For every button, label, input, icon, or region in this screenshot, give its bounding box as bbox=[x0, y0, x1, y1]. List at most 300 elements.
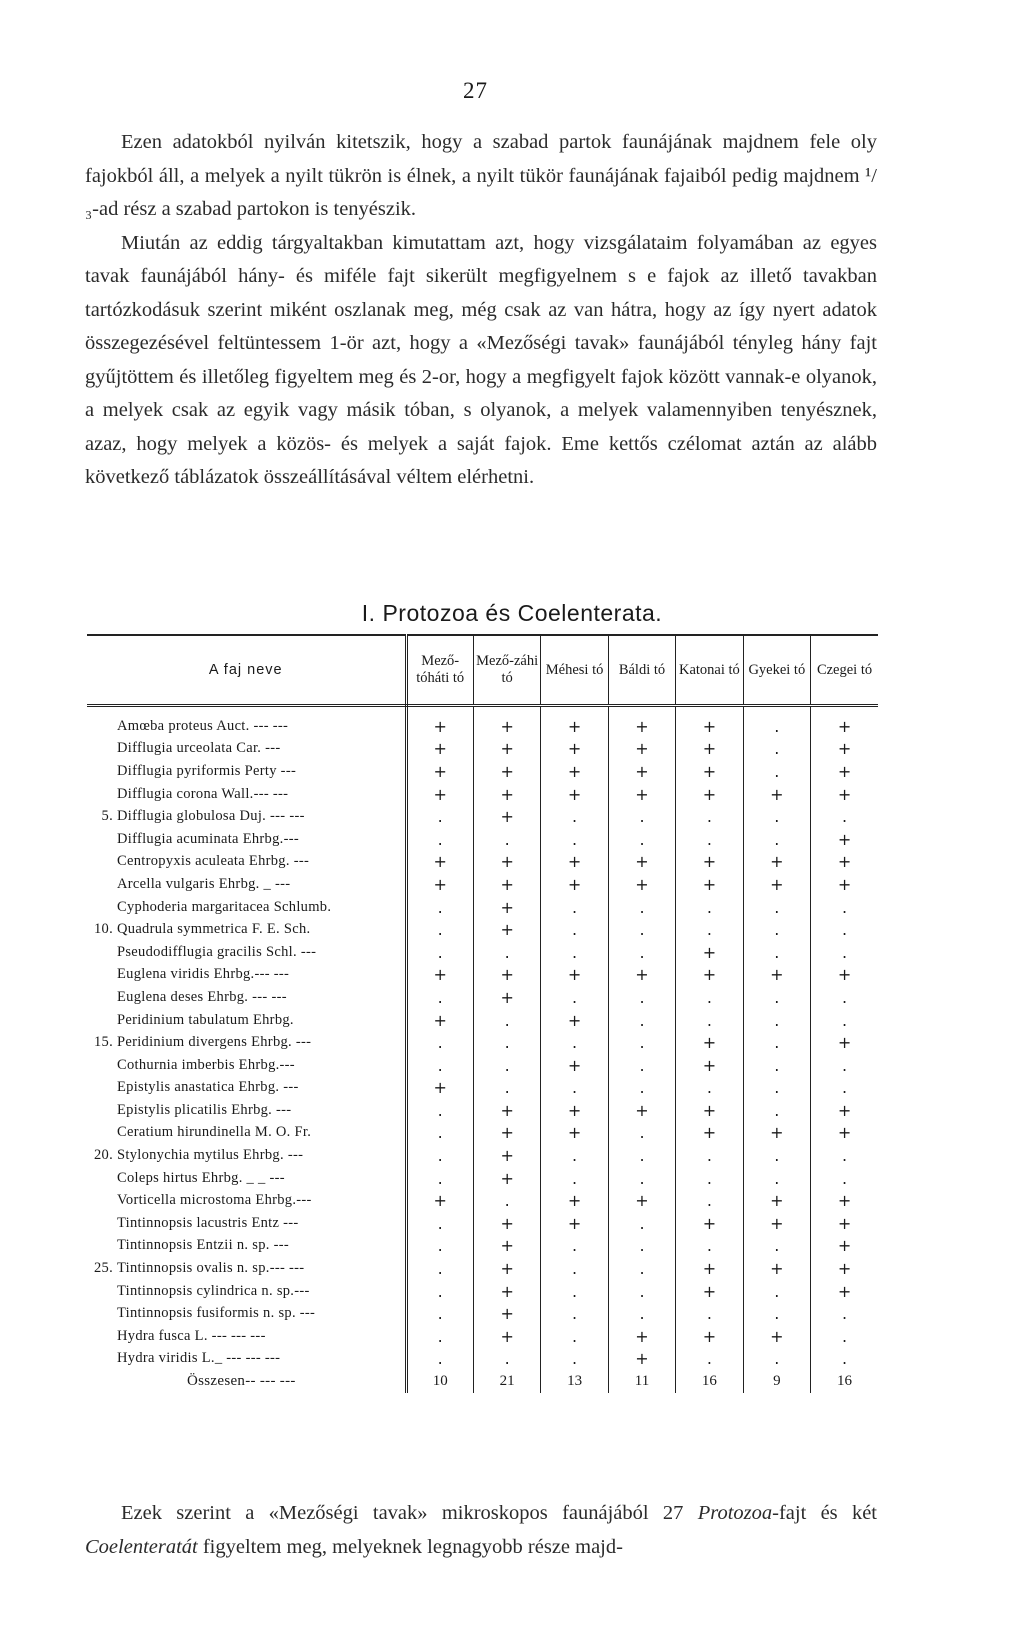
presence-mark: . bbox=[841, 1078, 848, 1098]
presence-mark: + bbox=[406, 760, 473, 783]
presence-mark: . bbox=[541, 1348, 608, 1371]
table-row bbox=[87, 1302, 878, 1325]
closing-paragraph bbox=[85, 1497, 877, 1564]
presence-mark: . bbox=[541, 918, 608, 941]
presence-mark: . bbox=[406, 1144, 473, 1167]
presence-mark: . bbox=[743, 1031, 810, 1054]
species-name: Tintinnopsis cylindrica n. sp.--- bbox=[117, 1282, 310, 1299]
presence-mark: . bbox=[473, 1054, 540, 1077]
presence-mark: . bbox=[541, 941, 608, 964]
presence-mark: . bbox=[743, 986, 810, 1009]
species-name-cell bbox=[87, 760, 406, 783]
presence-mark: . bbox=[841, 807, 848, 827]
presence-mark: . bbox=[406, 1235, 473, 1258]
presence-mark: + bbox=[743, 1212, 810, 1235]
presence-mark: . bbox=[743, 1009, 810, 1032]
species-name-cell bbox=[87, 896, 406, 919]
presence-mark: + bbox=[837, 1191, 852, 1211]
presence-mark: + bbox=[676, 1325, 743, 1348]
presence-mark: + bbox=[541, 738, 608, 761]
table-row bbox=[87, 1054, 878, 1077]
presence-mark: + bbox=[608, 851, 675, 874]
presence-mark: + bbox=[406, 964, 473, 987]
presence-mark: . bbox=[676, 828, 743, 851]
species-name: Difflugia urceolata Car. --- bbox=[117, 740, 281, 757]
species-name-cell bbox=[87, 1348, 406, 1371]
presence-mark: . bbox=[608, 1167, 675, 1190]
total-value: 9 bbox=[743, 1370, 810, 1393]
presence-mark: + bbox=[837, 716, 852, 736]
species-name-cell bbox=[87, 851, 406, 874]
presence-mark: . bbox=[743, 1099, 810, 1122]
presence-mark: + bbox=[608, 964, 675, 987]
presence-mark: + bbox=[473, 1325, 540, 1348]
presence-mark: + bbox=[676, 1054, 743, 1077]
presence-mark: + bbox=[473, 873, 540, 896]
presence-mark: . bbox=[541, 1031, 608, 1054]
species-name-cell bbox=[87, 1302, 406, 1325]
presence-mark: + bbox=[743, 1325, 810, 1348]
presence-mark: . bbox=[541, 805, 608, 828]
species-name: Epistylis plicatilis Ehrbg. --- bbox=[117, 1101, 292, 1118]
species-name-cell bbox=[87, 1054, 406, 1077]
presence-mark: . bbox=[473, 828, 540, 851]
presence-mark: + bbox=[473, 1144, 540, 1167]
presence-mark: + bbox=[473, 1280, 540, 1303]
presence-mark: + bbox=[837, 1236, 852, 1256]
presence-mark: . bbox=[608, 1077, 675, 1100]
presence-mark: . bbox=[841, 942, 848, 962]
presence-mark: + bbox=[676, 964, 743, 987]
presence-mark: + bbox=[473, 1235, 540, 1258]
species-name-cell bbox=[87, 1077, 406, 1100]
table-row bbox=[87, 918, 878, 941]
table-header-row bbox=[87, 635, 878, 706]
species-name-cell bbox=[87, 986, 406, 1009]
presence-mark: . bbox=[406, 1167, 473, 1190]
presence-mark: + bbox=[406, 1077, 473, 1100]
species-name: Difflugia globulosa Duj. --- --- bbox=[117, 808, 305, 825]
species-name-cell bbox=[87, 738, 406, 761]
presence-mark: . bbox=[743, 1077, 810, 1100]
table-row bbox=[87, 805, 878, 828]
paragraph-2: Miután az eddig tárgyaltakban kimutattam azt, hogy vizsgálataim folyamában az egyes tavak faunájából hány- és miféle fajt sikerült megfigyelnem s e fajok az illető tavakban tartózkodásuk szerint miként oszlanak meg, még csak az van hátra, hogy az így nyert adatok összegezésével feltüntessem 1-ör azt, hogy a «Mezőségi tavak» faunájából tényleg hány fajt gyűjtöttem és illetőleg figyeltem meg és 2-or, hogy a megfigyelt fajok között vannak-e olyanok, a melyek csak az egyik vagy másik tóban, s olyanok, a melyek valamennyiben tenyésznek, azaz, hogy melyek a közös- és melyek a saját fajok. Eme kettős czélomat aztán az alább következő táblázatok összeállításával véltem elérhetni. bbox=[85, 231, 877, 488]
presence-mark: + bbox=[608, 706, 675, 738]
species-name: Cothurnia imberbis Ehrbg.--- bbox=[117, 1056, 295, 1073]
species-name-cell bbox=[87, 1144, 406, 1167]
presence-mark: + bbox=[837, 874, 852, 894]
presence-mark: . bbox=[406, 941, 473, 964]
table-row bbox=[87, 1212, 878, 1235]
presence-mark: + bbox=[676, 738, 743, 761]
table-row bbox=[87, 1099, 878, 1122]
presence-mark: . bbox=[541, 1280, 608, 1303]
presence-mark: + bbox=[541, 1122, 608, 1145]
presence-mark: . bbox=[541, 896, 608, 919]
presence-mark: . bbox=[608, 1212, 675, 1235]
presence-mark: + bbox=[743, 783, 810, 806]
presence-mark: + bbox=[473, 805, 540, 828]
presence-mark: . bbox=[406, 1212, 473, 1235]
presence-mark: + bbox=[473, 896, 540, 919]
species-name-cell bbox=[87, 941, 406, 964]
presence-mark: + bbox=[473, 851, 540, 874]
presence-mark: + bbox=[837, 1123, 852, 1143]
closing-text bbox=[85, 1497, 877, 1564]
presence-mark: + bbox=[743, 873, 810, 896]
presence-mark: + bbox=[473, 760, 540, 783]
paragraph-1: Ezen adatokból nyilván kitetszik, hogy a szabad partok faunájának majdnem fele oly fajokból áll, a melyek a nyilt tükrön is élnek, a nyilt tükör faunájának fajaiból pedig majdnem ¹/₃-ad rész a szabad partokon is tenyészik. bbox=[85, 131, 877, 220]
species-name-cell bbox=[87, 873, 406, 896]
presence-mark: + bbox=[743, 1189, 810, 1212]
presence-mark: . bbox=[676, 1077, 743, 1100]
species-name: Hydra fusca L. --- --- --- bbox=[117, 1327, 266, 1344]
presence-mark: + bbox=[473, 1212, 540, 1235]
species-name-cell bbox=[87, 1122, 406, 1145]
presence-mark: + bbox=[608, 1325, 675, 1348]
presence-mark: . bbox=[841, 1349, 848, 1369]
presence-mark: + bbox=[473, 1257, 540, 1280]
presence-mark: + bbox=[743, 1122, 810, 1145]
total-value: 13 bbox=[541, 1370, 608, 1393]
presence-mark: . bbox=[608, 986, 675, 1009]
total-value: 10 bbox=[406, 1370, 473, 1393]
presence-mark: . bbox=[406, 1302, 473, 1325]
table-row bbox=[87, 1280, 878, 1303]
lake-header: Méhesi tó bbox=[541, 635, 608, 706]
presence-mark: + bbox=[473, 918, 540, 941]
presence-mark: . bbox=[676, 896, 743, 919]
presence-mark: . bbox=[473, 1009, 540, 1032]
table-row bbox=[87, 1325, 878, 1348]
table-row bbox=[87, 706, 878, 738]
table-row bbox=[87, 964, 878, 987]
table-row bbox=[87, 896, 878, 919]
presence-mark: . bbox=[473, 1077, 540, 1100]
presence-mark: . bbox=[608, 805, 675, 828]
table-row bbox=[87, 783, 878, 806]
table-row bbox=[87, 873, 878, 896]
presence-mark: . bbox=[473, 1189, 540, 1212]
lake-header: Mező-záhi tó bbox=[473, 635, 540, 706]
presence-mark: + bbox=[541, 1009, 608, 1032]
closing-italic-coelenterata: Coelenteratát bbox=[85, 1535, 198, 1558]
table-row bbox=[87, 828, 878, 851]
species-name: Tintinnopsis Entzii n. sp. --- bbox=[117, 1237, 290, 1254]
species-name-cell bbox=[87, 1235, 406, 1258]
presence-mark: . bbox=[608, 941, 675, 964]
row-number: 15. bbox=[93, 1034, 113, 1051]
total-value: 21 bbox=[473, 1370, 540, 1393]
presence-mark: + bbox=[676, 941, 743, 964]
species-name: Difflugia pyriformis Perty --- bbox=[117, 762, 297, 779]
presence-mark: . bbox=[743, 1280, 810, 1303]
lake-header: Katonai tó bbox=[676, 635, 743, 706]
species-name: Peridinium tabulatum Ehrbg. bbox=[117, 1011, 294, 1028]
species-name-cell bbox=[87, 1325, 406, 1348]
table-row bbox=[87, 1257, 878, 1280]
presence-mark: . bbox=[473, 1031, 540, 1054]
species-name-cell bbox=[87, 828, 406, 851]
presence-mark: + bbox=[541, 1212, 608, 1235]
presence-mark: + bbox=[676, 1280, 743, 1303]
presence-mark: . bbox=[743, 918, 810, 941]
presence-mark: . bbox=[608, 1235, 675, 1258]
presence-mark: + bbox=[541, 760, 608, 783]
presence-mark: + bbox=[837, 1259, 852, 1279]
presence-mark: + bbox=[743, 964, 810, 987]
presence-mark: + bbox=[676, 783, 743, 806]
presence-mark: + bbox=[676, 1099, 743, 1122]
presence-mark: . bbox=[541, 1257, 608, 1280]
presence-mark: + bbox=[541, 1099, 608, 1122]
row-number: 25. bbox=[93, 1260, 113, 1277]
presence-mark: . bbox=[676, 1167, 743, 1190]
presence-mark: + bbox=[608, 1099, 675, 1122]
species-name: Hydra viridis L._ --- --- --- bbox=[117, 1350, 281, 1367]
species-name: Tintinnopsis lacustris Entz --- bbox=[117, 1214, 299, 1231]
presence-mark: . bbox=[608, 1031, 675, 1054]
presence-mark: + bbox=[676, 1257, 743, 1280]
presence-mark: . bbox=[608, 896, 675, 919]
species-name: Pseudodifflugia gracilis Schl. --- bbox=[117, 943, 317, 960]
presence-mark: + bbox=[473, 1099, 540, 1122]
presence-mark: . bbox=[743, 1167, 810, 1190]
species-table-wrap bbox=[87, 634, 878, 1393]
presence-mark: + bbox=[743, 1257, 810, 1280]
table-row bbox=[87, 1031, 878, 1054]
presence-mark: . bbox=[743, 828, 810, 851]
species-name: Euglena viridis Ehrbg.--- --- bbox=[117, 966, 290, 983]
presence-mark: + bbox=[406, 851, 473, 874]
presence-mark: . bbox=[676, 805, 743, 828]
table-row bbox=[87, 1077, 878, 1100]
species-name-cell bbox=[87, 783, 406, 806]
table-row bbox=[87, 1122, 878, 1145]
row-number: 5. bbox=[101, 808, 113, 825]
species-name-cell bbox=[87, 1212, 406, 1235]
presence-mark: + bbox=[541, 706, 608, 738]
presence-mark: . bbox=[608, 1054, 675, 1077]
presence-mark: . bbox=[676, 918, 743, 941]
presence-mark: . bbox=[541, 1144, 608, 1167]
presence-mark: + bbox=[541, 1189, 608, 1212]
total-label: Összesen-- --- --- bbox=[87, 1370, 406, 1393]
presence-mark: + bbox=[676, 873, 743, 896]
presence-mark: + bbox=[676, 760, 743, 783]
presence-mark: . bbox=[743, 1054, 810, 1077]
presence-mark: . bbox=[841, 987, 848, 1007]
presence-mark: + bbox=[608, 760, 675, 783]
presence-mark: . bbox=[676, 1189, 743, 1212]
presence-mark: + bbox=[837, 965, 852, 985]
total-value: 11 bbox=[608, 1370, 675, 1393]
table-title: I. Protozoa és Coelenterata. bbox=[361, 600, 663, 626]
presence-mark: . bbox=[676, 1235, 743, 1258]
presence-mark: + bbox=[837, 1033, 852, 1053]
presence-mark: + bbox=[837, 1213, 852, 1233]
presence-mark: + bbox=[406, 783, 473, 806]
name-column-header: A faj neve bbox=[87, 635, 406, 706]
species-name: Difflugia acuminata Ehrbg.--- bbox=[117, 830, 299, 847]
table-row bbox=[87, 738, 878, 761]
species-name: Centropyxis aculeata Ehrbg. --- bbox=[117, 853, 310, 870]
lake-header: Báldi tó bbox=[608, 635, 675, 706]
presence-mark: + bbox=[676, 706, 743, 738]
presence-mark: . bbox=[406, 918, 473, 941]
species-table bbox=[87, 634, 878, 1393]
table-row bbox=[87, 1009, 878, 1032]
presence-mark: + bbox=[541, 873, 608, 896]
species-name: Stylonychia mytilus Ehrbg. --- bbox=[117, 1147, 304, 1164]
presence-mark: + bbox=[608, 873, 675, 896]
presence-mark: + bbox=[837, 1281, 852, 1301]
presence-mark: . bbox=[841, 1304, 848, 1324]
closing-part-3: figyeltem meg, melyeknek legnagyobb része majd- bbox=[197, 1535, 623, 1558]
presence-mark: . bbox=[743, 1302, 810, 1325]
presence-mark: . bbox=[541, 1302, 608, 1325]
species-name-cell bbox=[87, 964, 406, 987]
presence-mark: . bbox=[406, 1325, 473, 1348]
presence-mark: + bbox=[676, 1212, 743, 1235]
presence-mark: + bbox=[473, 706, 540, 738]
table-body bbox=[87, 706, 878, 1393]
table-row bbox=[87, 986, 878, 1009]
species-name-cell bbox=[87, 918, 406, 941]
presence-mark: . bbox=[406, 986, 473, 1009]
presence-mark: . bbox=[541, 1077, 608, 1100]
presence-mark: + bbox=[406, 1009, 473, 1032]
presence-mark: . bbox=[608, 1144, 675, 1167]
presence-mark: + bbox=[837, 829, 852, 849]
presence-mark: . bbox=[743, 941, 810, 964]
species-name: Difflugia corona Wall.--- --- bbox=[117, 785, 289, 802]
species-name: Cyphoderia margaritacea Schlumb. bbox=[117, 898, 332, 915]
presence-mark: . bbox=[743, 1235, 810, 1258]
presence-mark: + bbox=[541, 964, 608, 987]
closing-part-2: -fajt és két bbox=[772, 1502, 878, 1524]
presence-mark: . bbox=[541, 828, 608, 851]
presence-mark: . bbox=[743, 805, 810, 828]
presence-mark: + bbox=[406, 1189, 473, 1212]
presence-mark: . bbox=[743, 1348, 810, 1371]
presence-mark: . bbox=[608, 1280, 675, 1303]
presence-mark: + bbox=[541, 1054, 608, 1077]
species-name-cell bbox=[87, 1189, 406, 1212]
presence-mark: . bbox=[406, 1099, 473, 1122]
presence-mark: . bbox=[676, 1302, 743, 1325]
presence-mark: + bbox=[473, 1302, 540, 1325]
presence-mark: + bbox=[837, 761, 852, 781]
total-value: 16 bbox=[837, 1373, 853, 1390]
closing-part-1: Ezek szerint a «Mezőségi tavak» mikroskopos faunájából 27 bbox=[121, 1502, 698, 1524]
total-value: 16 bbox=[676, 1370, 743, 1393]
species-name: Coleps hirtus Ehrbg. _ _ --- bbox=[117, 1169, 285, 1186]
presence-mark: + bbox=[837, 784, 852, 804]
presence-mark: . bbox=[841, 1326, 848, 1346]
presence-mark: . bbox=[406, 1122, 473, 1145]
presence-mark: . bbox=[841, 1146, 848, 1166]
species-name-cell bbox=[87, 1280, 406, 1303]
presence-mark: + bbox=[406, 873, 473, 896]
presence-mark: . bbox=[541, 1235, 608, 1258]
species-name: Peridinium divergens Ehrbg. --- bbox=[117, 1034, 312, 1051]
presence-mark: . bbox=[841, 1010, 848, 1030]
species-name: Epistylis anastatica Ehrbg. --- bbox=[117, 1079, 299, 1096]
presence-mark: . bbox=[541, 986, 608, 1009]
presence-mark: . bbox=[676, 1144, 743, 1167]
species-name: Vorticella microstoma Ehrbg.--- bbox=[117, 1192, 312, 1209]
table-row bbox=[87, 760, 878, 783]
presence-mark: . bbox=[676, 1009, 743, 1032]
presence-mark: . bbox=[743, 706, 810, 738]
presence-mark: + bbox=[406, 738, 473, 761]
presence-mark: + bbox=[473, 1167, 540, 1190]
presence-mark: . bbox=[406, 805, 473, 828]
presence-mark: . bbox=[676, 1348, 743, 1371]
presence-mark: + bbox=[541, 783, 608, 806]
species-name-cell bbox=[87, 1009, 406, 1032]
presence-mark: . bbox=[541, 1167, 608, 1190]
presence-mark: . bbox=[743, 760, 810, 783]
species-name: Amœba proteus Auct. --- --- bbox=[117, 717, 289, 734]
presence-mark: + bbox=[676, 851, 743, 874]
species-name-cell bbox=[87, 1257, 406, 1280]
table-row bbox=[87, 1144, 878, 1167]
species-name: Ceratium hirundinella M. O. Fr. bbox=[117, 1124, 312, 1141]
presence-mark: . bbox=[541, 1325, 608, 1348]
presence-mark: + bbox=[608, 783, 675, 806]
presence-mark: . bbox=[406, 828, 473, 851]
presence-mark: . bbox=[608, 1122, 675, 1145]
presence-mark: + bbox=[676, 1031, 743, 1054]
presence-mark: + bbox=[743, 851, 810, 874]
presence-mark: + bbox=[473, 986, 540, 1009]
species-name-cell bbox=[87, 1099, 406, 1122]
presence-mark: . bbox=[743, 896, 810, 919]
lake-header: Mező-tóháti tó bbox=[406, 635, 473, 706]
presence-mark: . bbox=[406, 1257, 473, 1280]
presence-mark: . bbox=[406, 1054, 473, 1077]
species-name: Tintinnopsis fusiformis n. sp. --- bbox=[117, 1305, 316, 1322]
presence-mark: + bbox=[473, 1122, 540, 1145]
species-name: Quadrula symmetrica F. E. Sch. bbox=[117, 921, 311, 938]
lake-header: Czegei tó bbox=[811, 635, 878, 706]
species-name: Tintinnopsis ovalis n. sp.--- --- bbox=[117, 1260, 305, 1277]
row-number: 10. bbox=[93, 921, 113, 938]
presence-mark: + bbox=[837, 1100, 852, 1120]
presence-mark: . bbox=[473, 1348, 540, 1371]
presence-mark: + bbox=[608, 738, 675, 761]
presence-mark: . bbox=[743, 738, 810, 761]
presence-mark: + bbox=[473, 783, 540, 806]
species-name: Euglena deses Ehrbg. --- --- bbox=[117, 988, 287, 1005]
presence-mark: + bbox=[473, 738, 540, 761]
presence-mark: . bbox=[608, 918, 675, 941]
presence-mark: + bbox=[608, 1189, 675, 1212]
presence-mark: . bbox=[406, 1348, 473, 1371]
page-number: 27 bbox=[463, 78, 488, 103]
species-name: Arcella vulgaris Ehrbg. _ --- bbox=[117, 875, 291, 892]
table-row bbox=[87, 1235, 878, 1258]
presence-mark: . bbox=[841, 897, 848, 917]
species-name-cell bbox=[87, 1031, 406, 1054]
presence-mark: + bbox=[541, 851, 608, 874]
presence-mark: + bbox=[837, 852, 852, 872]
table-row bbox=[87, 941, 878, 964]
presence-mark: . bbox=[473, 941, 540, 964]
presence-mark: + bbox=[837, 739, 852, 759]
